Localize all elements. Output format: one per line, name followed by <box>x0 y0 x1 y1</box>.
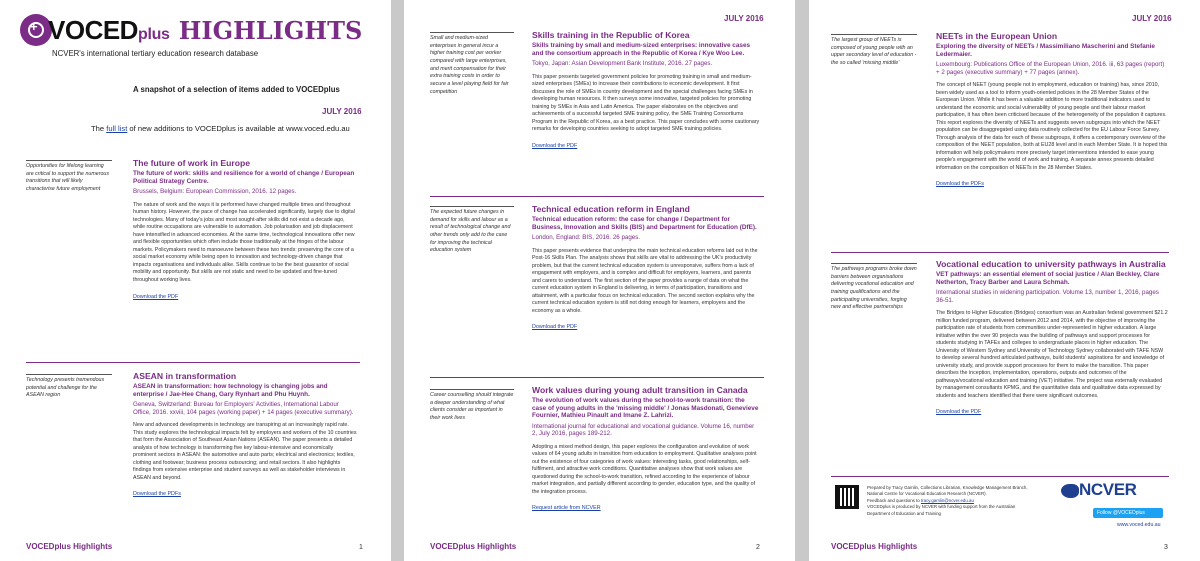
page-1 <box>0 0 391 561</box>
article-citation: Technical education reform: the case for change / Department for Business, Innovation and Skills (BIS) and Department for Education (DfE). <box>532 216 757 231</box>
twitter-follow-button[interactable]: Follow @VOCEDplus <box>1093 508 1163 518</box>
masthead-title <box>48 14 362 51</box>
full-list-pre: The <box>91 124 107 133</box>
article-citation: The future of work: skills and resilience for a world of change / European Political Strategy Centre. <box>133 170 355 185</box>
page-2 <box>404 0 795 561</box>
issue-date: JULY 2016 <box>724 14 764 23</box>
credits-feedback-pre: Feedback and questions to <box>867 497 921 503</box>
article-citation: Exploring the diversity of NEETs / Massimiliano Mascherini and Stefanie Ledermaier. <box>936 43 1155 58</box>
article-publisher: International journal for educational and vocational guidance. Volume 16, number 2, July 2016, pages 189-212. <box>532 422 755 438</box>
issue-date: JULY 2016 <box>1132 14 1172 23</box>
article-title: The future of work in Europe <box>133 158 250 168</box>
masthead-highlights: HIGHLIGHTS <box>178 16 363 45</box>
page-3 <box>809 0 1200 561</box>
issue-date: JULY 2016 <box>322 107 362 116</box>
article-title: Technical education reform in England <box>532 204 690 214</box>
article-abstract: The Bridges to Higher Education (Bridges) consortium was an Australian federal government $21.2 million funded program, delivered between 2012 and 2014, with the objective of improving the participation rate of students from communities under-represented in higher education. A large initiative within the over 90 projects was the building of pathways and support processes for students studying in TAFEs and colleges to undergraduate places in higher education. The University of Western Sydney and University of Technology Sydney collaborated with TAFE NSW to develop several hundred articulated pathways, build students' aspirations for and knowledge of university study, and provide support processes for them to make the transition. This paper describes the inception, implementation, operations, outputs and outcomes of the pathways/vocational education and training (VET) initiative. The project was externally evaluated by management consultants KPMG, and the quantitative data and qualitative data expressed by students and teachers identified that there were significant outcomes. <box>936 310 1168 399</box>
article-title: NEETs in the European Union <box>936 31 1058 41</box>
masthead-voced: VOCED <box>48 15 138 45</box>
divider <box>831 476 1169 477</box>
article-abstract: This paper presents targeted government policies for promoting training in small and medium-sized enterprises (SMEs) to increase their contributions to economic development. It first discusses the role of SMEs in country development and the special challenges facing SMEs in developing human resources. It then surveys some innovative, targeted policies for promoting training by SMEs in Asia and Latin America. The paper elaborates on the objectives and achievements of a successful targeted SME training policy, the SME Training Consortiums Program in the Republic of Korea, as a best practice. This paper concludes with some cautionary remarks for developing countries seeking to adopt targeted SME training policies. <box>532 73 760 133</box>
article-item <box>532 385 760 514</box>
article-publisher: Luxembourg: Publications Office of the European Union, 2016. iii, 63 pages (report) + 2 pages (executive summary) + 77 pages (annex). <box>936 61 1165 76</box>
request-article-link[interactable]: Request article from NCVER <box>532 505 601 512</box>
download-link[interactable]: Download the PDF <box>133 293 179 300</box>
page-number: 1 <box>359 544 363 551</box>
divider <box>26 362 360 363</box>
article-abstract: This paper presents evidence that underpins the main technical education reforms laid out in the Post-16 Skills Plan. The analysis shows that skills are vital to addressing the UK's productivity problem, but that the current technical education system is unresponsive, suffers from a lack of engagement with employers, and is complex and difficult for employers, learners, and parents and carers to understand. The first section of the paper provides a range of data on what the current education system in England is delivering, in terms of participation, transitions and attainment, with a particular focus on technical education. The second section explains why the current technical education system is still not doing enough for learners, employers and the economy as a whole. <box>532 247 758 314</box>
sidebar-quote: Small and medium-sized enterprises in general incur a higher training cost per worker compared with large enterprises, and merit compensation for their extra training costs in order to secure a level playing field for fair competition <box>430 32 514 96</box>
article-item <box>133 371 357 500</box>
website-link[interactable]: www.voced.edu.au <box>1117 522 1161 528</box>
article-citation: Skills training by small and medium-sized enterprises: innovative cases and the consortium approach in the Republic of Korea / Kye Woo Lee. <box>532 42 751 57</box>
article-abstract: The nature of work and the ways it is performed have changed multiple times and throughout human history. However, the pace of change has accelerated significantly, largely due to digital technologies. Many of today's jobs and most sought-after skills did not exist a decade ago, while routine occupations are vulnerable to automation. Job polarisation and job displacement have intensified in advanced economies. At the same time, technological innovations offer new and flexible opportunities which often include those traditionally at the fringes of the labour markets. Policymakers need to manoeuvre between these two trends: preserving the core of a social market economy while being open to innovation and technology-driven change that impacts organisations and individuals alike. Skills continue to be the best guarantor of social mobility and opportunity. But skills are not static and need to be updated and fine-tuned throughout working lives. <box>133 201 355 283</box>
credits <box>867 485 1037 517</box>
article-abstract: Adopting a mixed method design, this paper explores the configuration and evolution of work values of 64 young adults in transition from education to employment. Qualitative analyses point out the existence of four categories of work values: interesting tasks, good relationships, self-fulfilment, and attractive work conditions. Quantitative analyses show that work values are questioned during the school-to-work transition, refined according to the experience of labour market integration, and partially different according to gender, education type, and the quality of the integration process. <box>532 443 757 495</box>
footer-label: VOCEDplus Highlights <box>430 542 517 551</box>
sidebar-quote: Career counselling should integrate a deeper understanding of what clients consider as important in their work lives <box>430 389 514 423</box>
article-item <box>532 204 760 333</box>
article-citation: ASEAN in transformation: how technology is changing jobs and enterprise / Jae-Hee Chang, Gary Rynhart and Phu Huynh. <box>133 383 328 398</box>
credits-prepared-by: Prepared by Tracy Gamlin, Collections Librarian, Knowledge Management Branch, National Centre for Vocational Education Research (NCVER). <box>867 485 1028 497</box>
magnifier-icon: + <box>20 14 52 46</box>
full-list-note <box>91 124 350 133</box>
full-list-link[interactable]: full list <box>106 124 128 133</box>
article-title: ASEAN in transformation <box>133 371 237 381</box>
sidebar-quote: Technology presents tremendous potential and challenge for the ASEAN region <box>26 374 112 400</box>
feedback-email-link[interactable]: tracy.gamlin@ncver.edu.au <box>920 497 974 503</box>
article-citation: The evolution of work values during the school-to-work transition: the case of young adults in the 'missing middle' / Jonas Masdonati, Genevieve Fournier, Mathieu Pinault and Imane Z. Lahrizi. <box>532 397 759 420</box>
divider <box>430 196 764 197</box>
download-link[interactable]: Download the PDFs <box>936 181 984 188</box>
article-publisher: Brussels, Belgium: European Commission, 2016. 12 pages. <box>133 188 297 196</box>
voced-logo <box>20 14 390 50</box>
divider <box>430 377 764 378</box>
article-title: Skills training in the Republic of Korea <box>532 30 690 40</box>
download-link[interactable]: Download the PDF <box>532 142 578 149</box>
article-title: Vocational education to university pathways in Australia <box>936 259 1166 269</box>
sidebar-quote: The largest group of NEETs is composed of young people with an upper secondary level of education - the so called 'missing middle' <box>831 34 917 68</box>
article-item <box>936 259 1168 418</box>
qr-code-icon[interactable] <box>835 485 859 509</box>
credits-funding: VOCEDplus is produced by NCVER with funding support from the Australian Department of Education and Training <box>867 504 1016 516</box>
download-link[interactable]: Download the PDF <box>936 409 982 416</box>
footer-label: VOCEDplus Highlights <box>26 542 113 551</box>
page-number: 2 <box>756 544 760 551</box>
article-publisher: London, England: BIS, 2016. 26 pages. <box>532 234 641 242</box>
ncver-logo: NCVER <box>1079 480 1137 499</box>
sidebar-quote: Opportunities for lifelong learning are critical to support the numerous transitions that will likely characterise future employment <box>26 160 112 194</box>
snapshot-heading: A snapshot of a selection of items added to VOCEDplus <box>133 85 340 94</box>
article-publisher: Tokyo, Japan: Asian Development Bank Institute, 2016. 27 pages. <box>532 60 713 68</box>
masthead-plus: plus <box>137 26 170 43</box>
download-link[interactable]: Download the PDF <box>532 324 578 331</box>
article-abstract: New and advanced developments in technology are transpiring at an increasingly rapid rate. This study explores the technological impacts felt by employers and workers of the 10 countries that form the Association of Southeast Asian Nations (ASEAN). The paper presents a detailed analysis of how technology is transforming five key labour-intensive and economically prominent sectors in ASEAN: the automotive and auto parts; electrical and electronics; textiles, clothing and footwear; business process outsourcing; and retail sectors. It also highlights findings from extensive enterprise and student surveys as well as stakeholder interviews in ASEAN and beyond. <box>133 422 357 481</box>
article-item <box>936 31 1168 190</box>
divider <box>831 252 1169 253</box>
full-list-post: of new additions to VOCEDplus is available at www.voced.edu.au <box>127 124 350 133</box>
sidebar-quote: The expected future changes in demand for skills and labour as a result of technological change and other trends only add to the case for improving the technical education system <box>430 206 514 255</box>
article-item <box>532 30 760 152</box>
article-publisher: International studies in widening participation. Volume 13, number 1, 2016, pages 36-51. <box>936 289 1159 304</box>
article-title: Work values during young adult transition in Canada <box>532 385 748 395</box>
article-citation: VET pathways: an essential element of social justice / Alan Beckley, Clare Netherton, Tracy Barber and Laura Schmah. <box>936 271 1160 286</box>
australia-map-icon <box>1061 484 1079 498</box>
tagline: NCVER's international tertiary education research database <box>52 49 259 58</box>
sidebar-quote: The pathways programs broke down barriers between organisations delivering vocational education and training qualifications and the participating universities, forging new and effective partnerships <box>831 263 917 312</box>
article-abstract: The concept of NEET (young people not in employment, education or training) has, since 2010, been widely used as a tool to inform youth-oriented policies in the 28 Member States of the European Union. While it has been a valuable addition to more traditional indicators used to understand the economic and social vulnerability of young people and their labour market participation, it has often been criticised because of the heterogeneity of the population it captures. This report explores the diversity of NEETs and suggests seven subgroups into which the NEET population can be disaggregated using data routinely collected for the EU Labour Force Survey. Through analysis of the data for each of these subgroups, it offers a contemporary overview of the composition of the NEET population, both at EU28 level and in each Member State. It is hoped this information will help policymakers more precisely target interventions intended to ease young people's engagement with the world of work and training. A separate annex presents detailed information on the composition of NEETs in the 28 Member States. <box>936 82 1168 171</box>
article-publisher: Geneva, Switzerland: Bureau for Employers' Activities, International Labour Office, 2016. xxviii, 104 pages (working paper) + 14 pages (executive summary). <box>133 401 354 416</box>
article-item <box>133 158 357 303</box>
download-link[interactable]: Download the PDFs <box>133 491 181 498</box>
page-number: 3 <box>1164 544 1168 551</box>
footer-label: VOCEDplus Highlights <box>831 542 918 551</box>
